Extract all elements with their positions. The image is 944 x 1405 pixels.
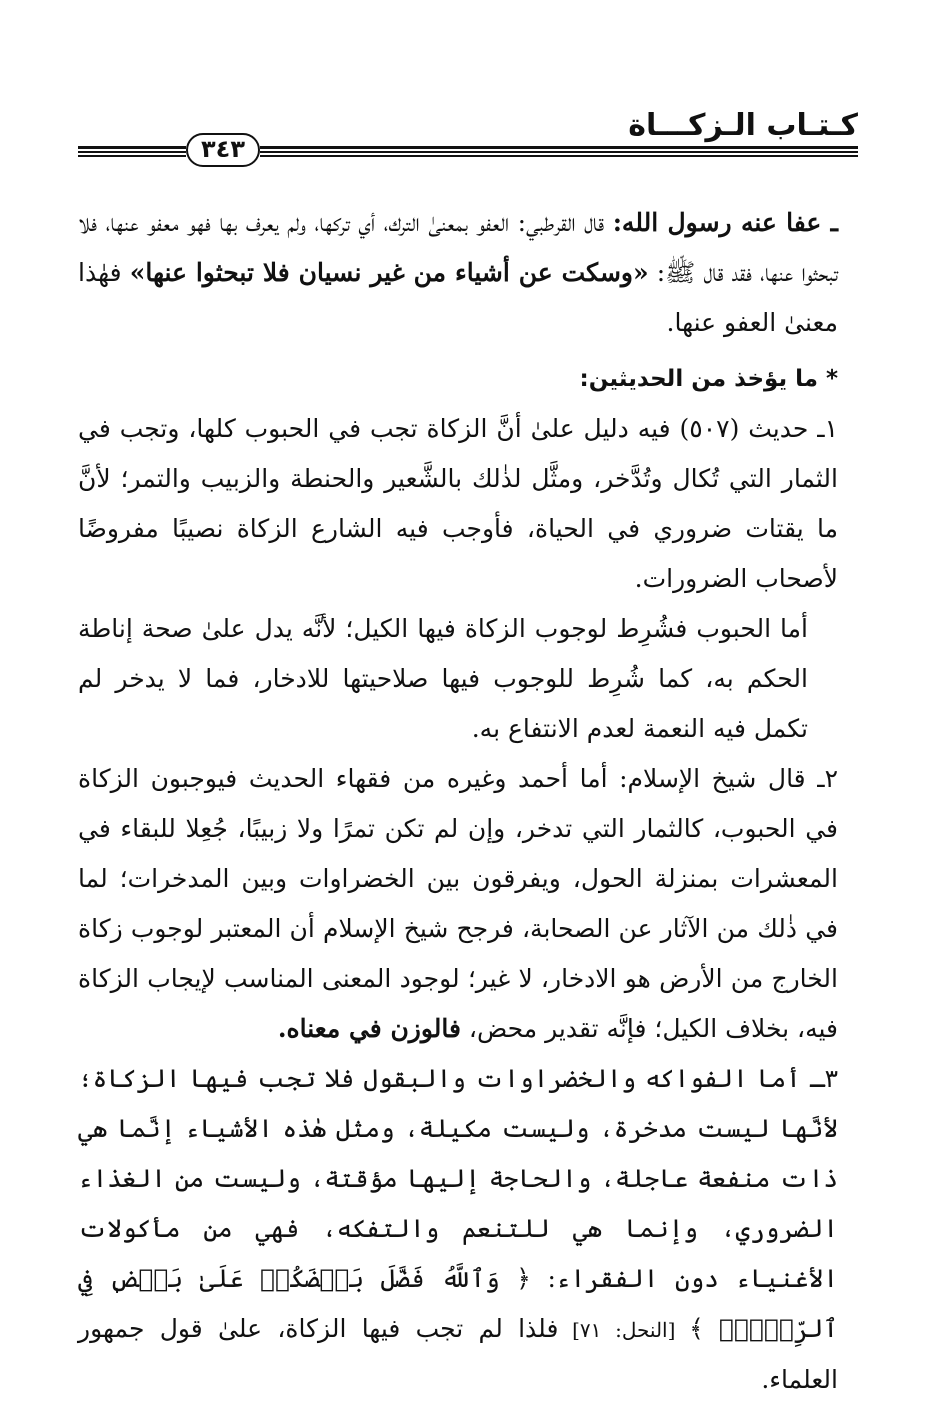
item-bold-tail: فالوزن في معناه. [277,1014,461,1043]
verse-citation: [النحل: ٧١] [558,1318,690,1342]
page-number-text: ٣٤٣ [201,135,245,163]
list-item-1 [78,404,838,604]
header-rule-left [78,146,186,158]
item-text-end: فلذا لم تجب فيها الزكاة، علىٰ قول جمهور العلماء. [78,1314,838,1394]
list-item-3 [78,1054,838,1405]
quran-verse: ﴿ وَٱللَّهُ فَضَّلَ بَعۡضَكُمۡ عَلَىٰ بَعۡضٖ فِي ٱلرِّزۡقِۚ ﴾ [78,1264,839,1343]
intro-hadith-quote: «وسكت عن أشياء من غير نسيان فلا تبحثوا عنها» [129,258,649,287]
intro-text-2: فهٰذا معنىٰ العفو عنها. [78,258,838,337]
item-number: ٢ـ [817,764,838,793]
list-item-2 [78,754,838,1054]
intro-text-1: قال القرطبي: العفو بمعنىٰ الترك، أي تركها، ولم يعرف بها فهو معفو عنها، فلا تبحثوا عنها، فقد قال ﷺ: [78,208,838,287]
page-number [186,133,260,167]
section-heading: * ما يؤخذ من الحديثين: [579,366,838,392]
item-number: ١ـ [817,414,838,443]
item-text: قال شيخ الإسلام: أما أحمد وغيره من فقهاء الحديث فيوجبون الزكاة في الحبوب، كالثمار التي تدخر، وإن لم تكن تمرًا ولا زبيبًا، جُعِلا للبقاء في المعشرات بمنزلة الحول، ويفرقون بين الخضراوات وبين المدخرات؛ لما في ذٰلك من الآثار عن الصحابة، فرجح شيخ الإسلام أن المعتبر لوجوب زكاة الخارج من الأرض هو الادخار، لا غير؛ لوجود المعنى المناسب لإيجاب الزكاة فيه، بخلاف الكيل؛ فإنَّه تقدير محض، [78,764,838,1043]
intro-paragraph [78,198,838,348]
page-body [78,198,838,1405]
page-header [78,100,858,170]
header-rule-right [260,146,858,158]
list-item-1-continuation: أما الحبوب فشُرِط لوجوب الزكاة فيها الكيل؛ لأنَّه يدل علىٰ صحة إناطة الحكم به، كما شُرِط للوجوب فيها صلاحيتها للادخار، فما لا يدخر لم تكمل فيه النعمة لعدم الانتفاع به. [78,614,808,743]
item-number: ٣ـ [809,1064,838,1093]
item-text: أما الفواكه والخضراوات والبقول فلا تجب فيها الزكاة؛ لأنَّها ليست مدخرة، وليست مكيلة، ومثل هٰذه الأشياء إنَّما هي ذات منفعة عاجلة، والحاجة إليها مؤقتة، وليست من الغذاء الضروري، وإنما هي للتنعم والتفكه، فهي من مأكولات الأغنياء دون الفقراء: [78,1064,838,1293]
book-title: كـتـاب الـزكـــاة [628,108,858,143]
intro-lead: ـ عفا عنه رسول الله: [612,208,838,237]
item-text: حديث (٥٠٧) فيه دليل علىٰ أنَّ الزكاة تجب في الحبوب كلها، وتجب في الثمار التي تُكال وتُدَّخر، ومثَّل لذٰلك بالشَّعير والحنطة والزبيب والتمر؛ لأنَّ ما يقتات ضروري في الحياة، فأوجب فيه الشارع الزكاة نصيبًا مفروضًا لأصحاب الضرورات. [78,414,838,593]
